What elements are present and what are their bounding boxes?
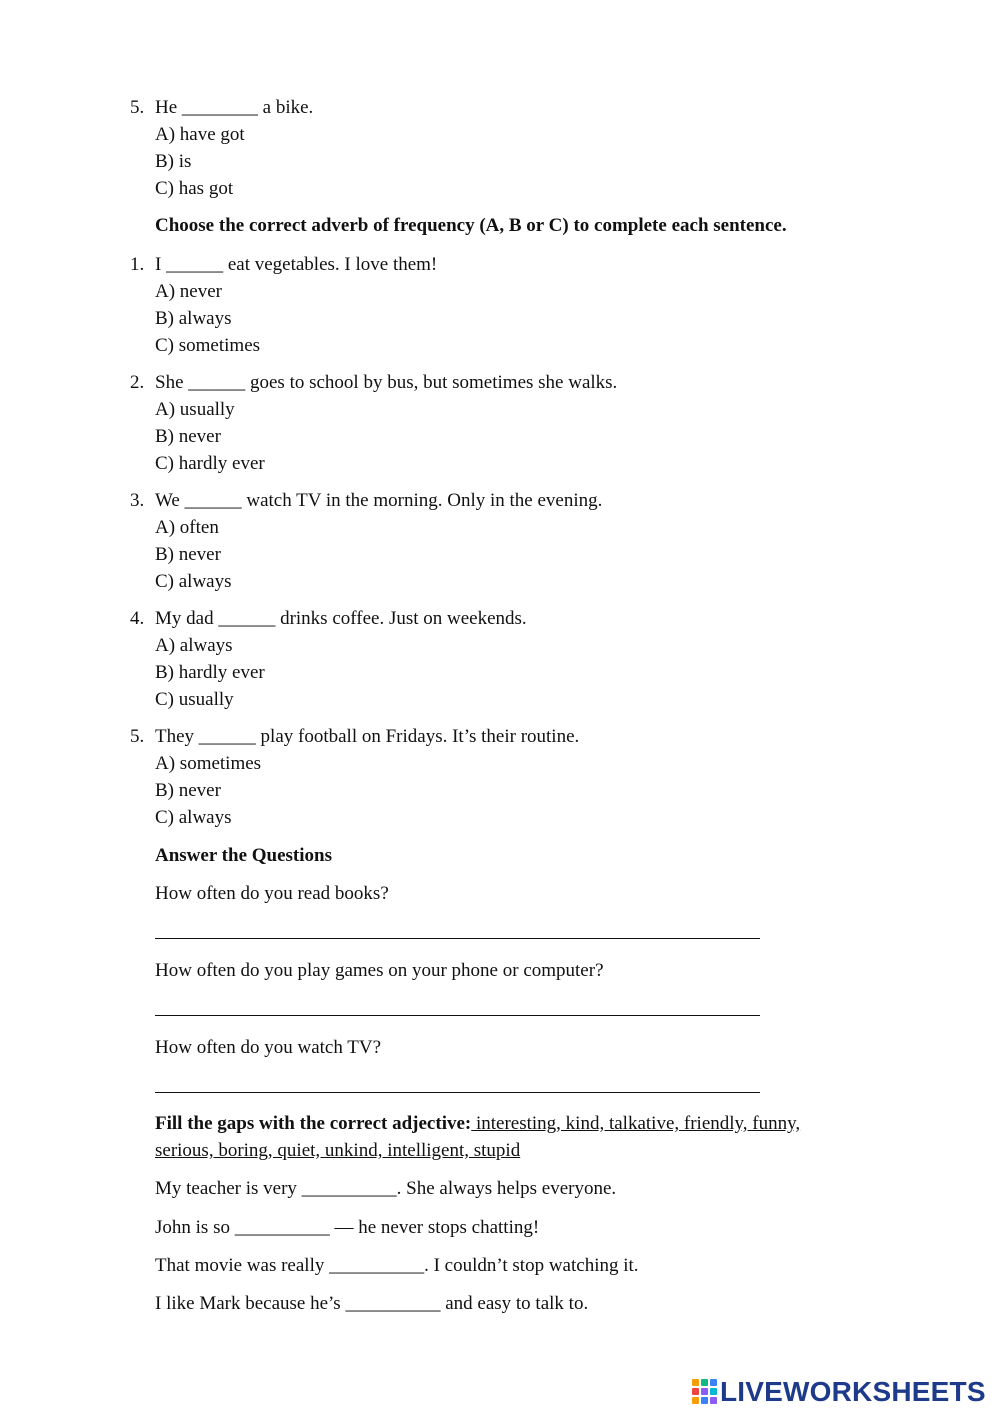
option-b: B) never xyxy=(155,544,221,565)
question-number: 5. xyxy=(130,97,145,118)
question-stem: They ______ play football on Fridays. It’s their routine. xyxy=(155,726,580,747)
open-question-3: How often do you watch TV? xyxy=(155,1037,382,1058)
option-c: C) hardly ever xyxy=(155,453,265,474)
grammar-question-5 xyxy=(130,94,890,202)
question-number: 5. xyxy=(130,726,145,747)
question-stem: We ______ watch TV in the morning. Only in the evening. xyxy=(155,490,603,511)
option-c: C) has got xyxy=(155,178,234,199)
answer-line-2[interactable] xyxy=(155,1015,760,1016)
logo-text: LIVEWORKSHEETS xyxy=(720,1375,986,1407)
gap-sentence-1: My teacher is very __________. She always helps everyone. xyxy=(155,1178,617,1199)
word-bank-line-2: serious, boring, quiet, unkind, intelligent, stupid xyxy=(155,1140,521,1161)
question-stem: My dad ______ drinks coffee. Just on weekends. xyxy=(155,608,527,629)
option-c: C) usually xyxy=(155,689,234,710)
adverb-question-1 xyxy=(130,251,890,359)
adverb-question-3 xyxy=(130,487,890,595)
liveworksheets-logo xyxy=(692,1375,986,1407)
adjective-instruction: Fill the gaps with the correct adjective: xyxy=(155,1113,472,1134)
question-stem: I ______ eat vegetables. I love them! xyxy=(155,254,438,275)
open-question-1: How often do you read books? xyxy=(155,883,389,904)
option-a: A) always xyxy=(155,635,233,656)
question-number: 2. xyxy=(130,372,145,393)
option-c: C) always xyxy=(155,807,232,828)
option-c: C) always xyxy=(155,571,232,592)
option-a: A) never xyxy=(155,281,222,302)
adjective-section-heading xyxy=(155,1110,855,1164)
question-number: 4. xyxy=(130,608,145,629)
option-b: B) never xyxy=(155,780,221,801)
answer-line-3[interactable] xyxy=(155,1092,760,1093)
question-number: 1. xyxy=(130,254,145,275)
logo-mark-icon xyxy=(692,1379,718,1403)
option-a: A) usually xyxy=(155,399,235,420)
gap-sentence-3: That movie was really __________. I couldn’t stop watching it. xyxy=(155,1255,639,1276)
option-b: B) is xyxy=(155,151,192,172)
option-b: B) always xyxy=(155,308,232,329)
open-question-2: How often do you play games on your phone or computer? xyxy=(155,960,604,981)
option-a: A) often xyxy=(155,517,219,538)
adverb-question-2 xyxy=(130,369,890,477)
option-a: A) have got xyxy=(155,124,245,145)
option-c: C) sometimes xyxy=(155,335,261,356)
gap-sentence-2: John is so __________ — he never stops chatting! xyxy=(155,1217,540,1238)
option-b: B) never xyxy=(155,426,221,447)
answer-line-1[interactable] xyxy=(155,938,760,939)
option-b: B) hardly ever xyxy=(155,662,265,683)
question-stem: He ________ a bike. xyxy=(155,97,314,118)
option-a: A) sometimes xyxy=(155,753,262,774)
gap-sentence-4: I like Mark because he’s __________ and easy to talk to. xyxy=(155,1293,589,1314)
adverb-question-5 xyxy=(130,723,890,831)
question-stem: She ______ goes to school by bus, but sometimes she walks. xyxy=(155,372,618,393)
word-bank-line-1: interesting, kind, talkative, friendly, funny, xyxy=(471,1113,801,1134)
adverb-section-heading: Choose the correct adverb of frequency (A, B or C) to complete each sentence. xyxy=(155,215,787,236)
question-number: 3. xyxy=(130,490,145,511)
adverb-question-4 xyxy=(130,605,890,713)
answer-section-heading: Answer the Questions xyxy=(155,845,332,866)
